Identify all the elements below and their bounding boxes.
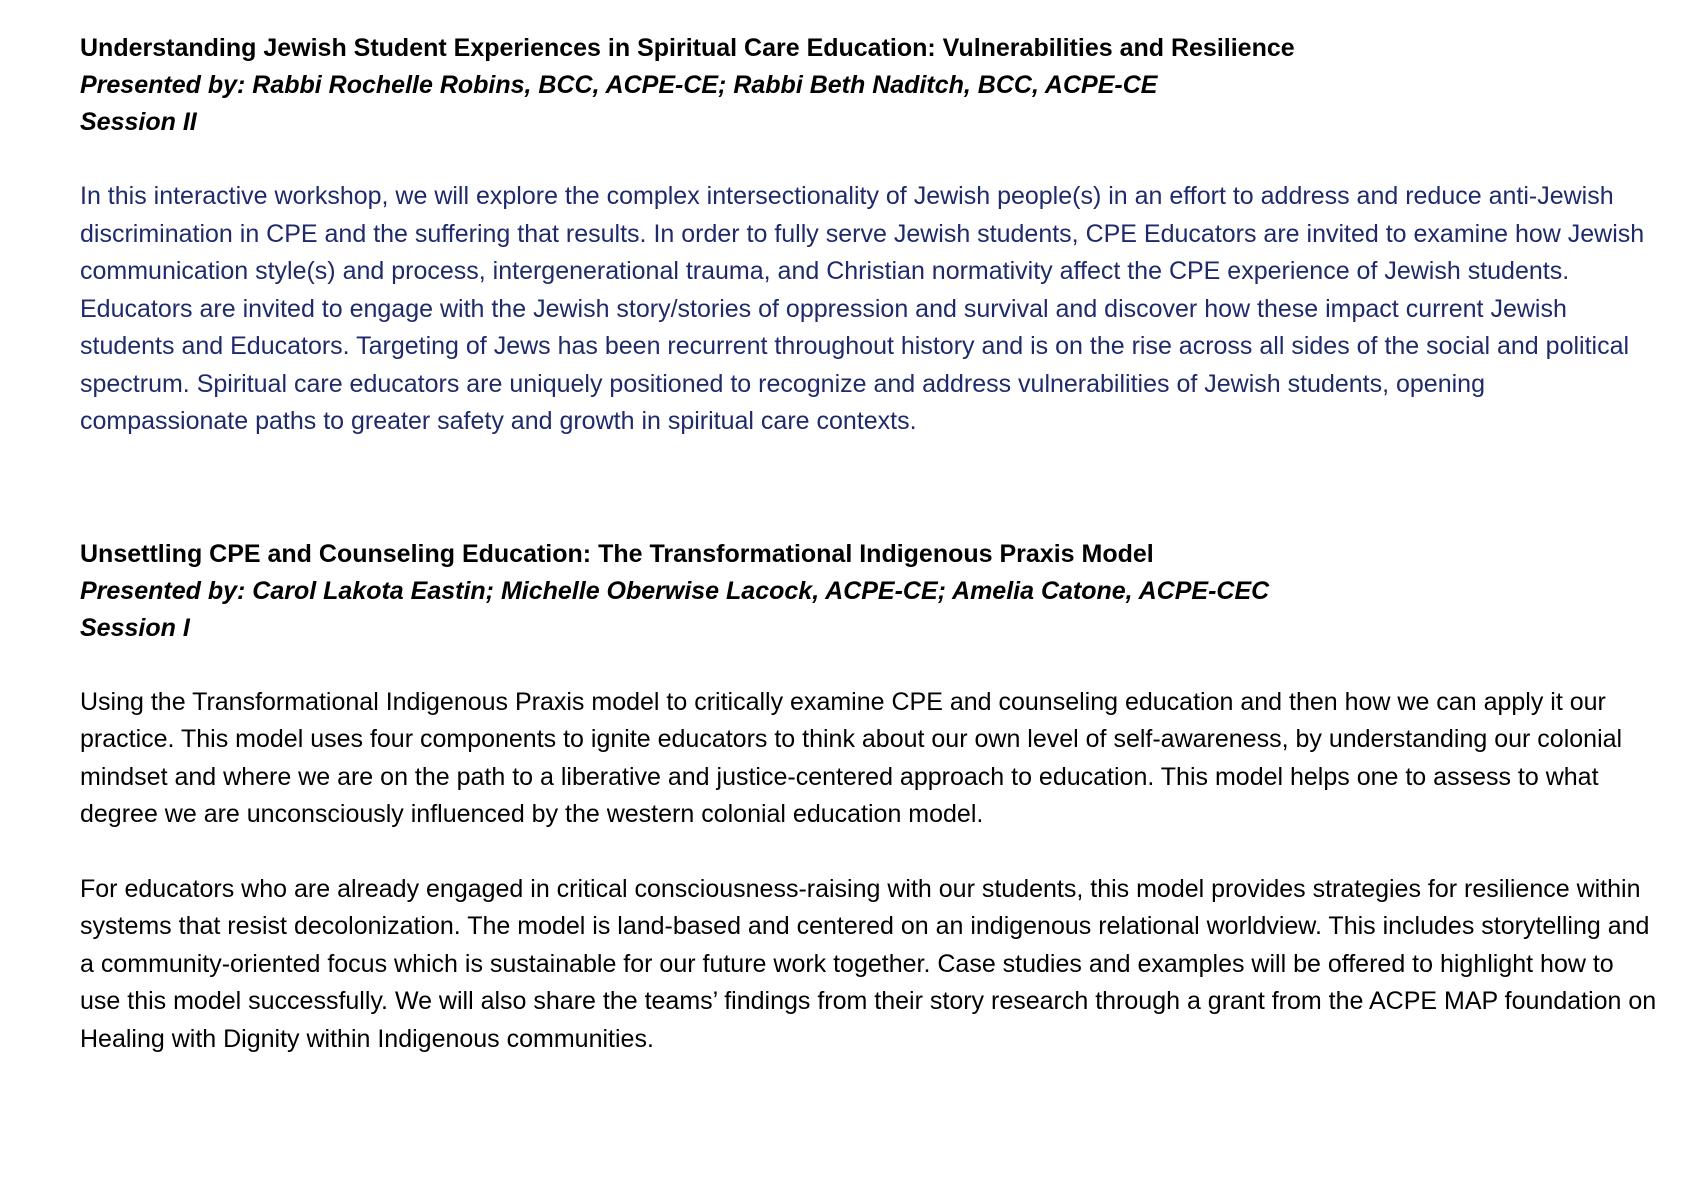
session-number-label: Session I	[80, 613, 190, 642]
session-description-paragraph: In this interactive workshop, we will explore the complex intersectionality of Jewish people(s) in an effort to address and reduce anti-Jewish discrimination in CPE and the suffering that results. In order to fully serve Jewish students, CPE Educators are invited to examine how Jewish communication style(s) and process, intergenerational trauma, and Christian normativity affect the CPE experience of Jewish students. Educators are invited to engage with the Jewish story/stories of oppression and survival and discover how these impact current Jewish students and Educators. Targeting of Jews has been recurrent throughout history and is on the rise across all sides of the social and political spectrum. Spiritual care educators are uniquely positioned to recognize and address vulnerabilities of Jewish students, opening compassionate paths to greater safety and growth in spiritual care contexts.	[80, 182, 1645, 435]
session-title: Understanding Jewish Student Experiences in Spiritual Care Education: Vulnerabilities and Resilience	[80, 34, 1295, 62]
session-number-label: Session II	[80, 108, 197, 136]
session-presenters: Presented by: Carol Lakota Eastin; Michelle Oberwise Lacock, ACPE-CE; Amelia Catone, ACPE-CEC	[80, 576, 1270, 605]
session-presenters: Presented by: Rabbi Rochelle Robins, BCC, ACPE-CE; Rabbi Beth Naditch, BCC, ACPE-CE	[80, 71, 1158, 99]
session-title: Unsettling CPE and Counseling Education: The Transformational Indigenous Praxis Model	[80, 539, 1154, 568]
session-description-paragraph: Using the Transformational Indigenous Praxis model to critically examine CPE and counseling education and then how we can apply it our practice. This model uses four components to ignite educators to think about our own level of self-awareness, by understanding our colonial mindset and where we are on the path to a liberative and justice-centered approach to education. This model helps one to assess to what degree we are unconsciously influenced by the western colonial education model.	[80, 687, 1623, 828]
session-block-jewish-students	[80, 30, 1660, 441]
session-block-indigenous-praxis	[80, 536, 1660, 1059]
session-description-paragraph: For educators who are already engaged in critical consciousness-raising with our students, this model provides strategies for resilience within systems that resist decolonization. The model is land-based and centered on an indigenous relational worldview. This includes storytelling and a community-oriented focus which is sustainable for our future work together. Case studies and examples will be offered to highlight how to use this model successfully. We will also share the teams’ findings from their story research through a grant from the ACPE MAP foundation on Healing with Dignity within Indigenous communities.	[80, 874, 1657, 1053]
document-page	[80, 30, 1660, 1058]
